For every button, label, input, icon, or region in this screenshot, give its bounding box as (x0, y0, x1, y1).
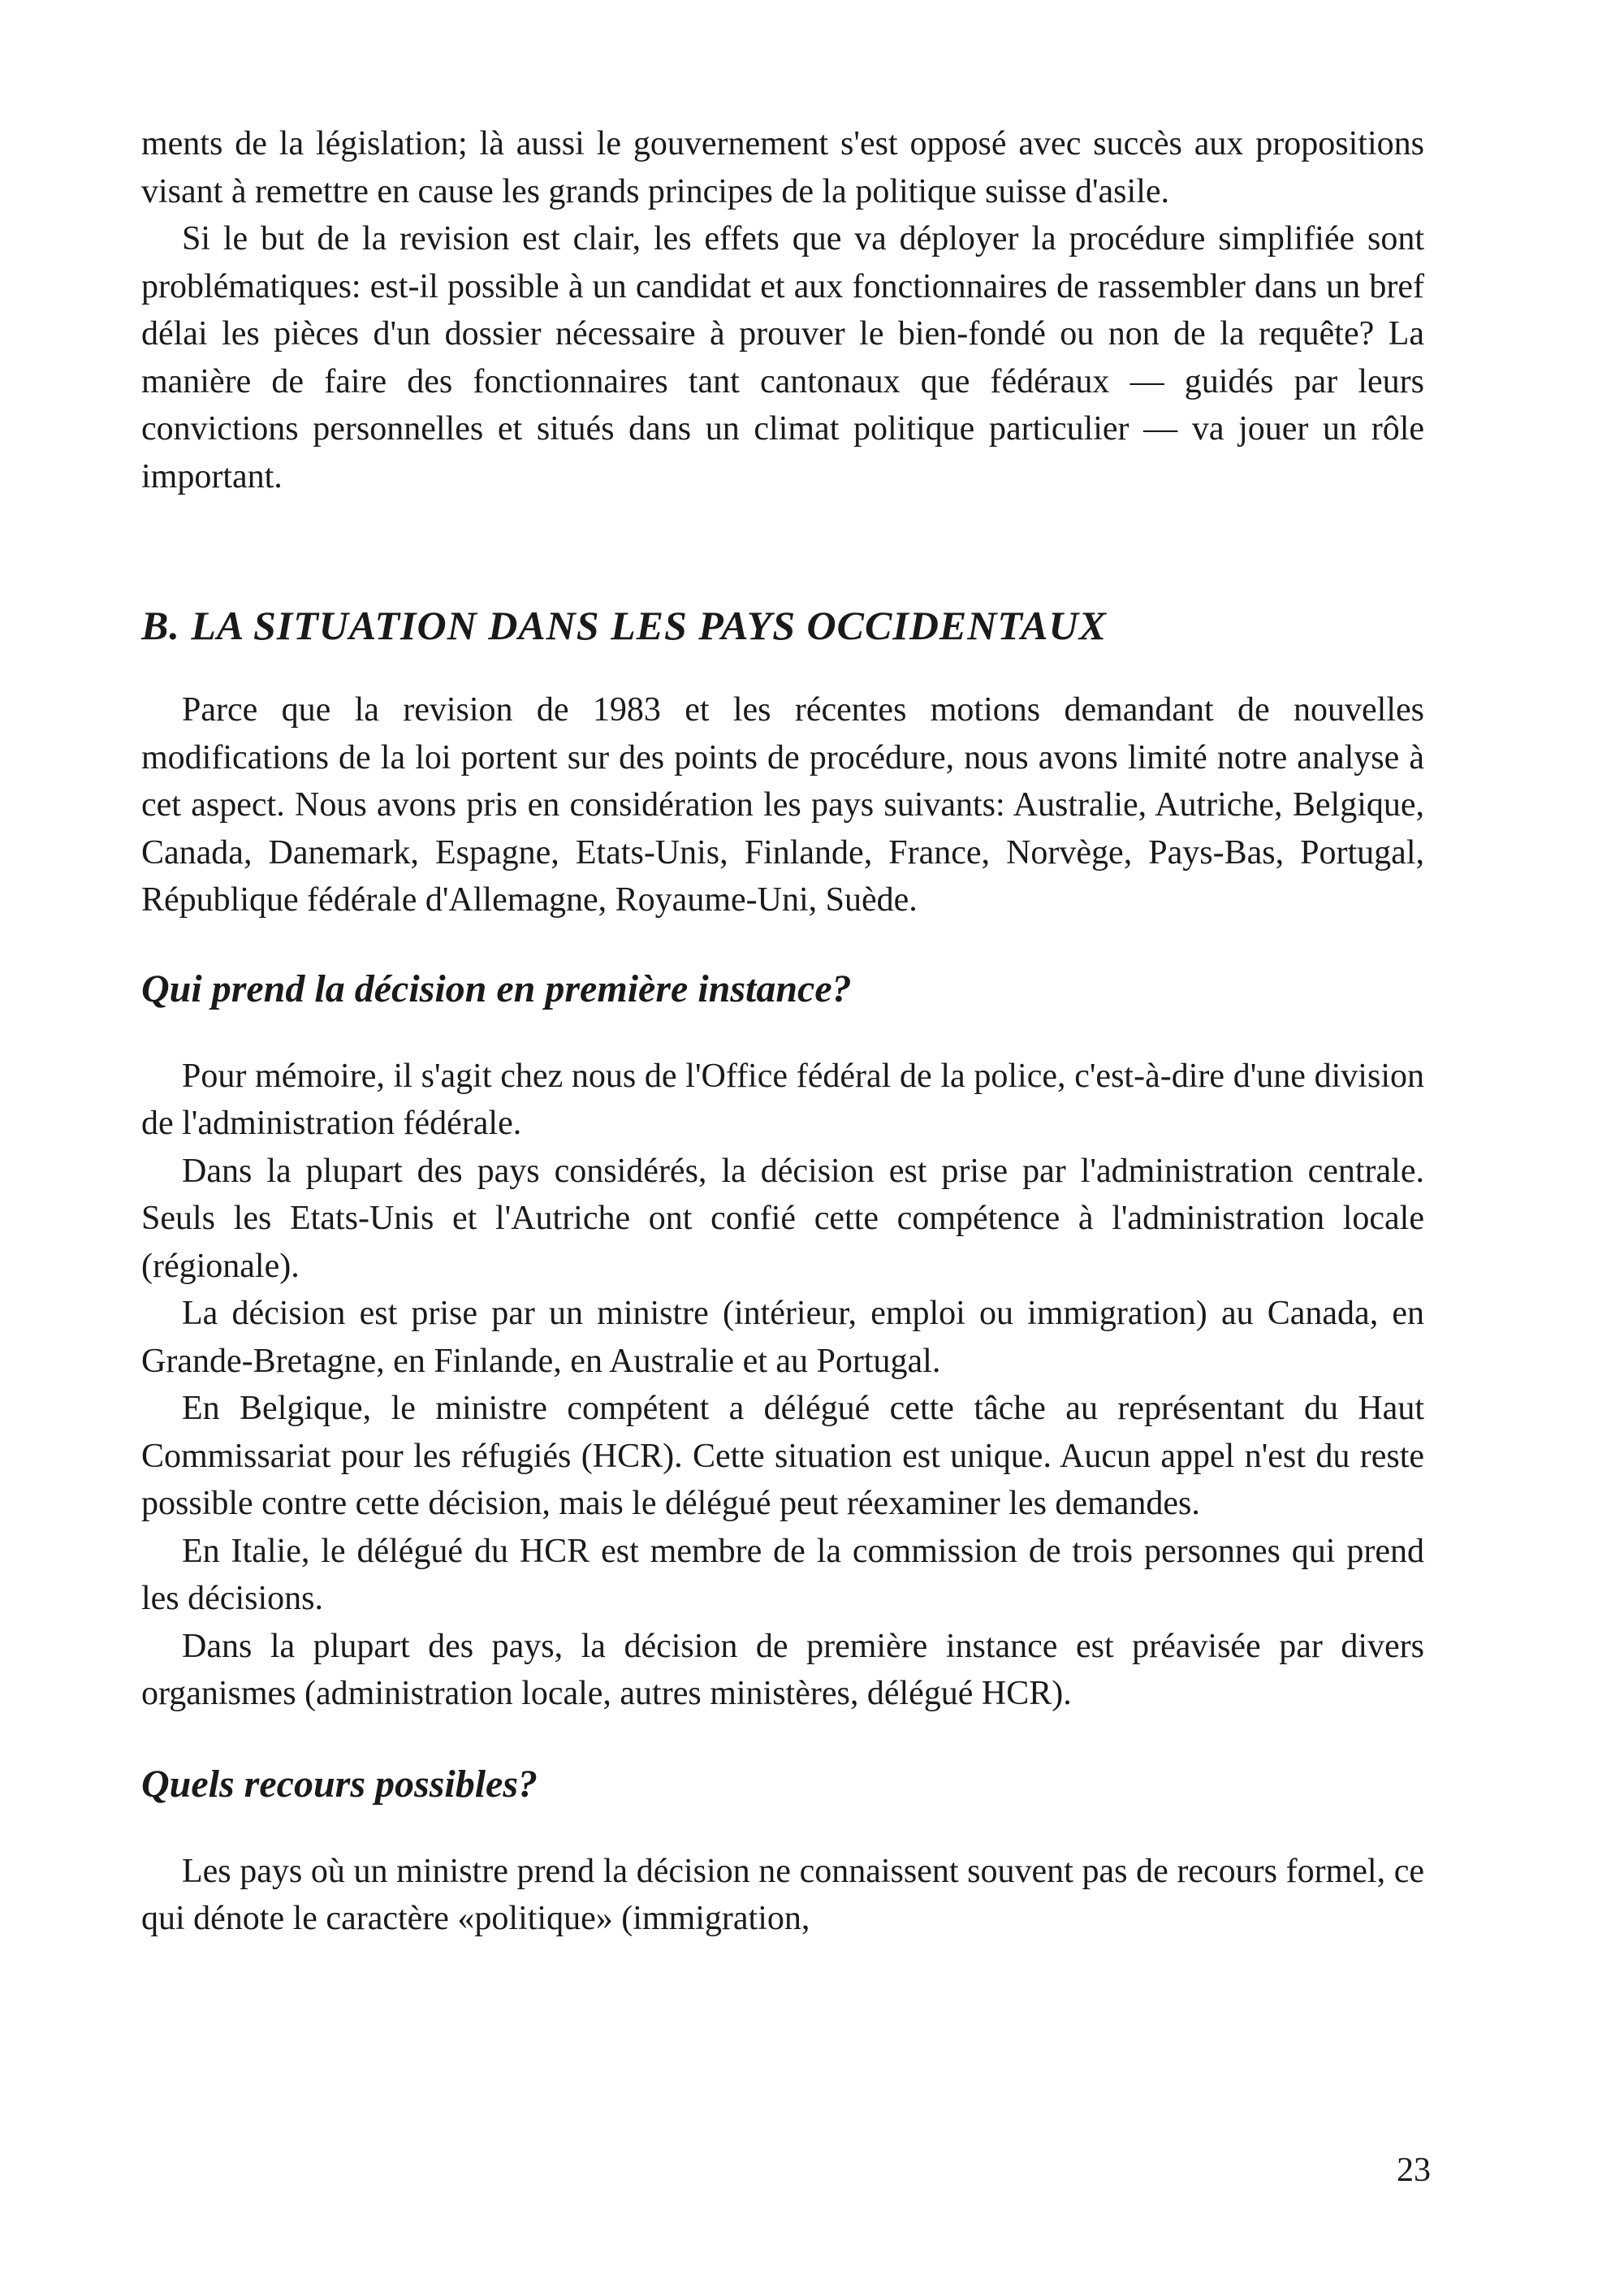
paragraph: Dans la plupart des pays, la décision de première instance est préavisée par divers organismes (administration locale, autres ministères, délégué HCR). (141, 1627, 1424, 1712)
paragraph: La décision est prise par un ministre (intérieur, emploi ou immigration) au Canada, en Grande-Bretagne, en Finlande, en Australie et au Portugal. (141, 1295, 1424, 1380)
page-number: 23 (1397, 2152, 1431, 2189)
section-title: B. LA SITUATION DANS LES PAYS OCCIDENTAUX (141, 603, 1107, 648)
paragraph: En Italie, le délégué du HCR est membre de la commission de trois personnes qui prend les décisions. (141, 1532, 1424, 1617)
paragraph: Les pays où un ministre prend la décision ne connaissent souvent pas de recours formel, ce qui dénote le caractère «politique» (immigration, (141, 1852, 1424, 1937)
paragraph: Pour mémoire, il s'agit chez nous de l'Office fédéral de la police, c'est-à-dire d'une division de l'administration fédérale. (141, 1057, 1424, 1142)
page-body (141, 120, 1424, 1943)
paragraph: En Belgique, le ministre compétent a délégué cette tâche au représentant du Haut Commissariat pour les réfugiés (HCR). Cette situation est unique. Aucun appel n'est du reste possible contre cette décision, mais le délégué peut réexaminer les demandes. (141, 1390, 1424, 1522)
paragraph: Parce que la revision de 1983 et les récentes motions demandant de nouvelles modifications de la loi portent sur des points de procédure, nous avons limité notre analyse à cet aspect. Nous avons pris en considération les pays suivants: Australie, Autriche, Belgique, Canada, Danemark, Espagne, Etats-Unis, Finlande, France, Norvège, Pays-Bas, Portugal, République fédérale d'Allemagne, Royaume-Uni, Suède. (141, 691, 1424, 919)
paragraph: Dans la plupart des pays considérés, la décision est prise par l'administration centrale. Seuls les Etats-Unis et l'Autriche ont confié cette compétence à l'administration locale (régionale). (141, 1152, 1424, 1285)
paragraph: Si le but de la revision est clair, les effets que va déployer la procédure simplifiée sont problématiques: est-il possible à un candidat et aux fonctionnaires de rassembler dans un bref délai les pièces d'un dossier nécessaire à prouver le bien-fondé ou non de la requête? La manière de faire des fonctionnaires tant cantonaux que fédéraux — guidés par leurs convictions personnelles et situés dans un climat politique particulier — va jouer un rôle important. (141, 220, 1424, 495)
subsection-title: Qui prend la décision en première instance? (141, 967, 852, 1010)
subsection-title: Quels recours possibles? (141, 1762, 538, 1806)
paragraph: ments de la législation; là aussi le gouvernement s'est opposé avec succès aux propositions visant à remettre en cause les grands principes de la politique suisse d'asile. (141, 125, 1424, 210)
